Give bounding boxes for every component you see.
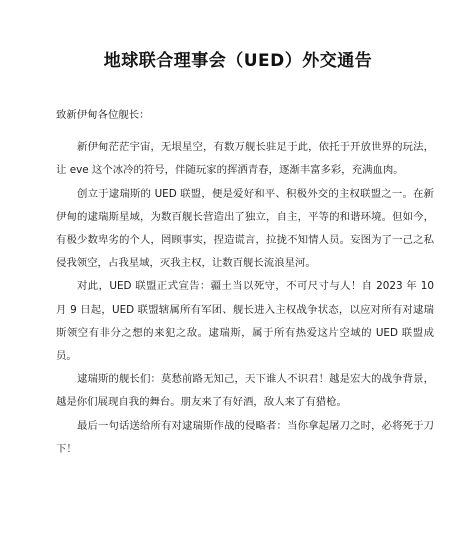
paragraph-alliance: 创立于逮瑞斯的 UED 联盟，便是爱好和平、积极外交的主权联盟之一。在新伊甸的逮瑞斯星域，为数百舰长营造出了独立，自主，平等的和谐环境。但如今，有极少数卑劣的个人，罔顾事实，捏造谎言，拉拢不知情人员。妄图为了一己之私侵我领空，占我星域，灭我主权，让数百舰长流浪星河。 <box>56 187 434 270</box>
document-body <box>56 104 434 461</box>
paragraph-declaration: 对此，UED 联盟正式宣告：疆土当以死守，不可尺寸与人！自 2023 年 10 月 9 日起，UED 联盟辖属所有军团、舰长进入主权战争状态，以应对所有对逮瑞斯领空有非分之想的来犯之敌。逮瑞斯，属于所有热爱这片空域的 UED 联盟成员。 <box>56 280 434 363</box>
salutation: 致新伊甸各位舰长： <box>56 109 150 121</box>
paragraph-captains: 逮瑞斯的舰长们：莫愁前路无知己，天下谁人不识君！越是宏大的战争背景，越是你们展现自我的舞台。朋友来了有好酒，敌人来了有猎枪。 <box>56 373 434 409</box>
document-title: 地球联合理事会（UED）外交通告 <box>103 51 373 71</box>
paragraph-final-warning: 最后一句话送给所有对逮瑞斯作战的侵略者：当你拿起屠刀之时，必将死于刀下！ <box>56 419 434 455</box>
paragraph-intro: 新伊甸茫茫宇宙，无垠星空，有数万舰长驻足于此，依托于开放世界的玩法，让 eve 这个冰冷的符号，伴随玩家的挥洒青春，逐渐丰富多彩，充满血肉。 <box>56 141 434 177</box>
